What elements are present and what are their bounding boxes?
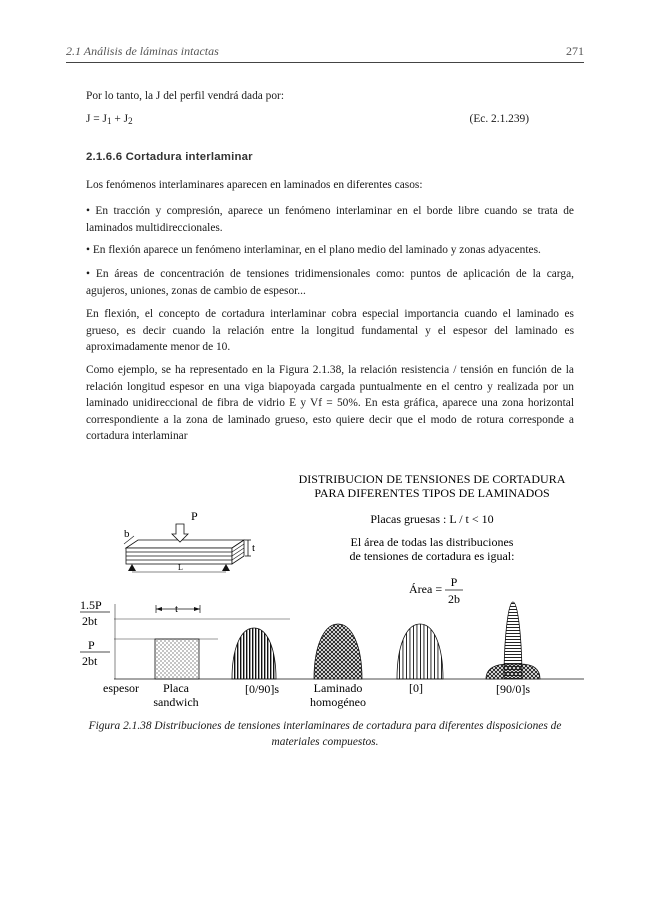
figure-caption: Figura 2.1.38 Distribuciones de tensiones interlaminares de cortadura para diferentes disposiciones de materiales compuestos. (88, 720, 562, 748)
area-label: Área = (409, 582, 443, 596)
paragraph-flexion: En flexión, el concepto de cortadura interlaminar cobra especial importancia cuando el laminado es grueso, es decir cuando la relación entre la longitud fundamental y el espesor del laminado es aproximadamente menor de 10. (86, 308, 574, 353)
label-0: [0] (409, 681, 423, 695)
figure-title-line1: DISTRIBUCION DE TENSIONES DE CORTADURA (298, 472, 566, 486)
y-label-low-num: P (88, 638, 95, 652)
label-900s: [90/0]s (496, 682, 530, 696)
label-espesor: espesor (103, 681, 139, 695)
y-label-high-den: 2bt (82, 614, 98, 628)
angle-ply-distribution-shape (486, 602, 540, 679)
area-denominator: 2b (448, 592, 460, 606)
page-number: 271 (566, 44, 584, 58)
bullet-item: • En flexión aparece un fenómeno interlaminar, en el plano medio del laminado y zonas adyacentes. (86, 244, 541, 256)
paragraph-cases: Los fenómenos interlaminares aparecen en laminados en diferentes casos: (86, 179, 423, 191)
label-laminado: Laminado (313, 681, 363, 695)
paragraph-example: Como ejemplo, se ha representado en la Figura 2.1.38, la relación resistencia / tensión en función de la relación longitud espesor en una viga biapoyada cargada puntualmente en el centro y realizada por un laminado unidireccional de fibra de vidrio E y Vf = 50%. En esta gráfica, aparece una zona horizontal correspondiente a la zona de laminado grueso, esto quiere decir que el modo de rotura corresponde a cortadura interlaminar (86, 364, 574, 442)
placas-label: Placas gruesas : L / t < 10 (370, 512, 494, 526)
bullet-item: • En áreas de concentración de tensiones tridimensionales como: puntos de aplicación de la carga, agujeros, uniones, zonas de cambio de espesor... (86, 268, 574, 297)
thickness-label: t (252, 542, 256, 554)
cross-ply-distribution-shape (232, 628, 276, 679)
length-label: L (178, 563, 183, 572)
section-heading: 2.1.6.6 Cortadura interlaminar (86, 151, 253, 163)
beam-sketch (124, 524, 251, 572)
figure-title-line2: PARA DIFERENTES TIPOS DE LAMINADOS (314, 486, 550, 500)
load-label: P (191, 509, 198, 523)
shear-distribution-figure (0, 460, 650, 715)
sandwich-thickness-label: t (175, 603, 179, 615)
width-label: b (124, 528, 130, 540)
area-note-line1: El área de todas las distribuciones (350, 535, 514, 549)
header-section: 2.1 Análisis de láminas intactas (66, 44, 219, 58)
equation: $J = J_1 + J_2$ (Ec. 2.1.239) (86, 113, 529, 126)
sandwich-distribution-shape (155, 639, 199, 679)
unidirectional-distribution-shape (397, 624, 443, 679)
label-placa: Placa (163, 681, 189, 695)
homogeneous-distribution-shape (314, 624, 362, 679)
label-090s: [0/90]s (245, 682, 279, 696)
label-sandwich: sandwich (153, 695, 199, 709)
area-numerator: P (450, 575, 458, 589)
label-homogeneo: homogéneo (310, 695, 366, 709)
area-note-line2: de tensiones de cortadura es igual: (349, 549, 515, 563)
intro-paragraph: Por lo tanto, la J del perfil vendrá dada por: (86, 90, 285, 102)
page-header (66, 44, 584, 63)
y-label-low-den: 2bt (82, 654, 98, 668)
equation-number: (Ec. 2.1.239) (469, 113, 529, 125)
bullet-item: • En tracción y compresión, aparece un fenómeno interlaminar en el borde libre cuando se trata de laminados multidireccionales. (86, 205, 574, 234)
y-label-high-num: 1.5P (80, 598, 102, 612)
